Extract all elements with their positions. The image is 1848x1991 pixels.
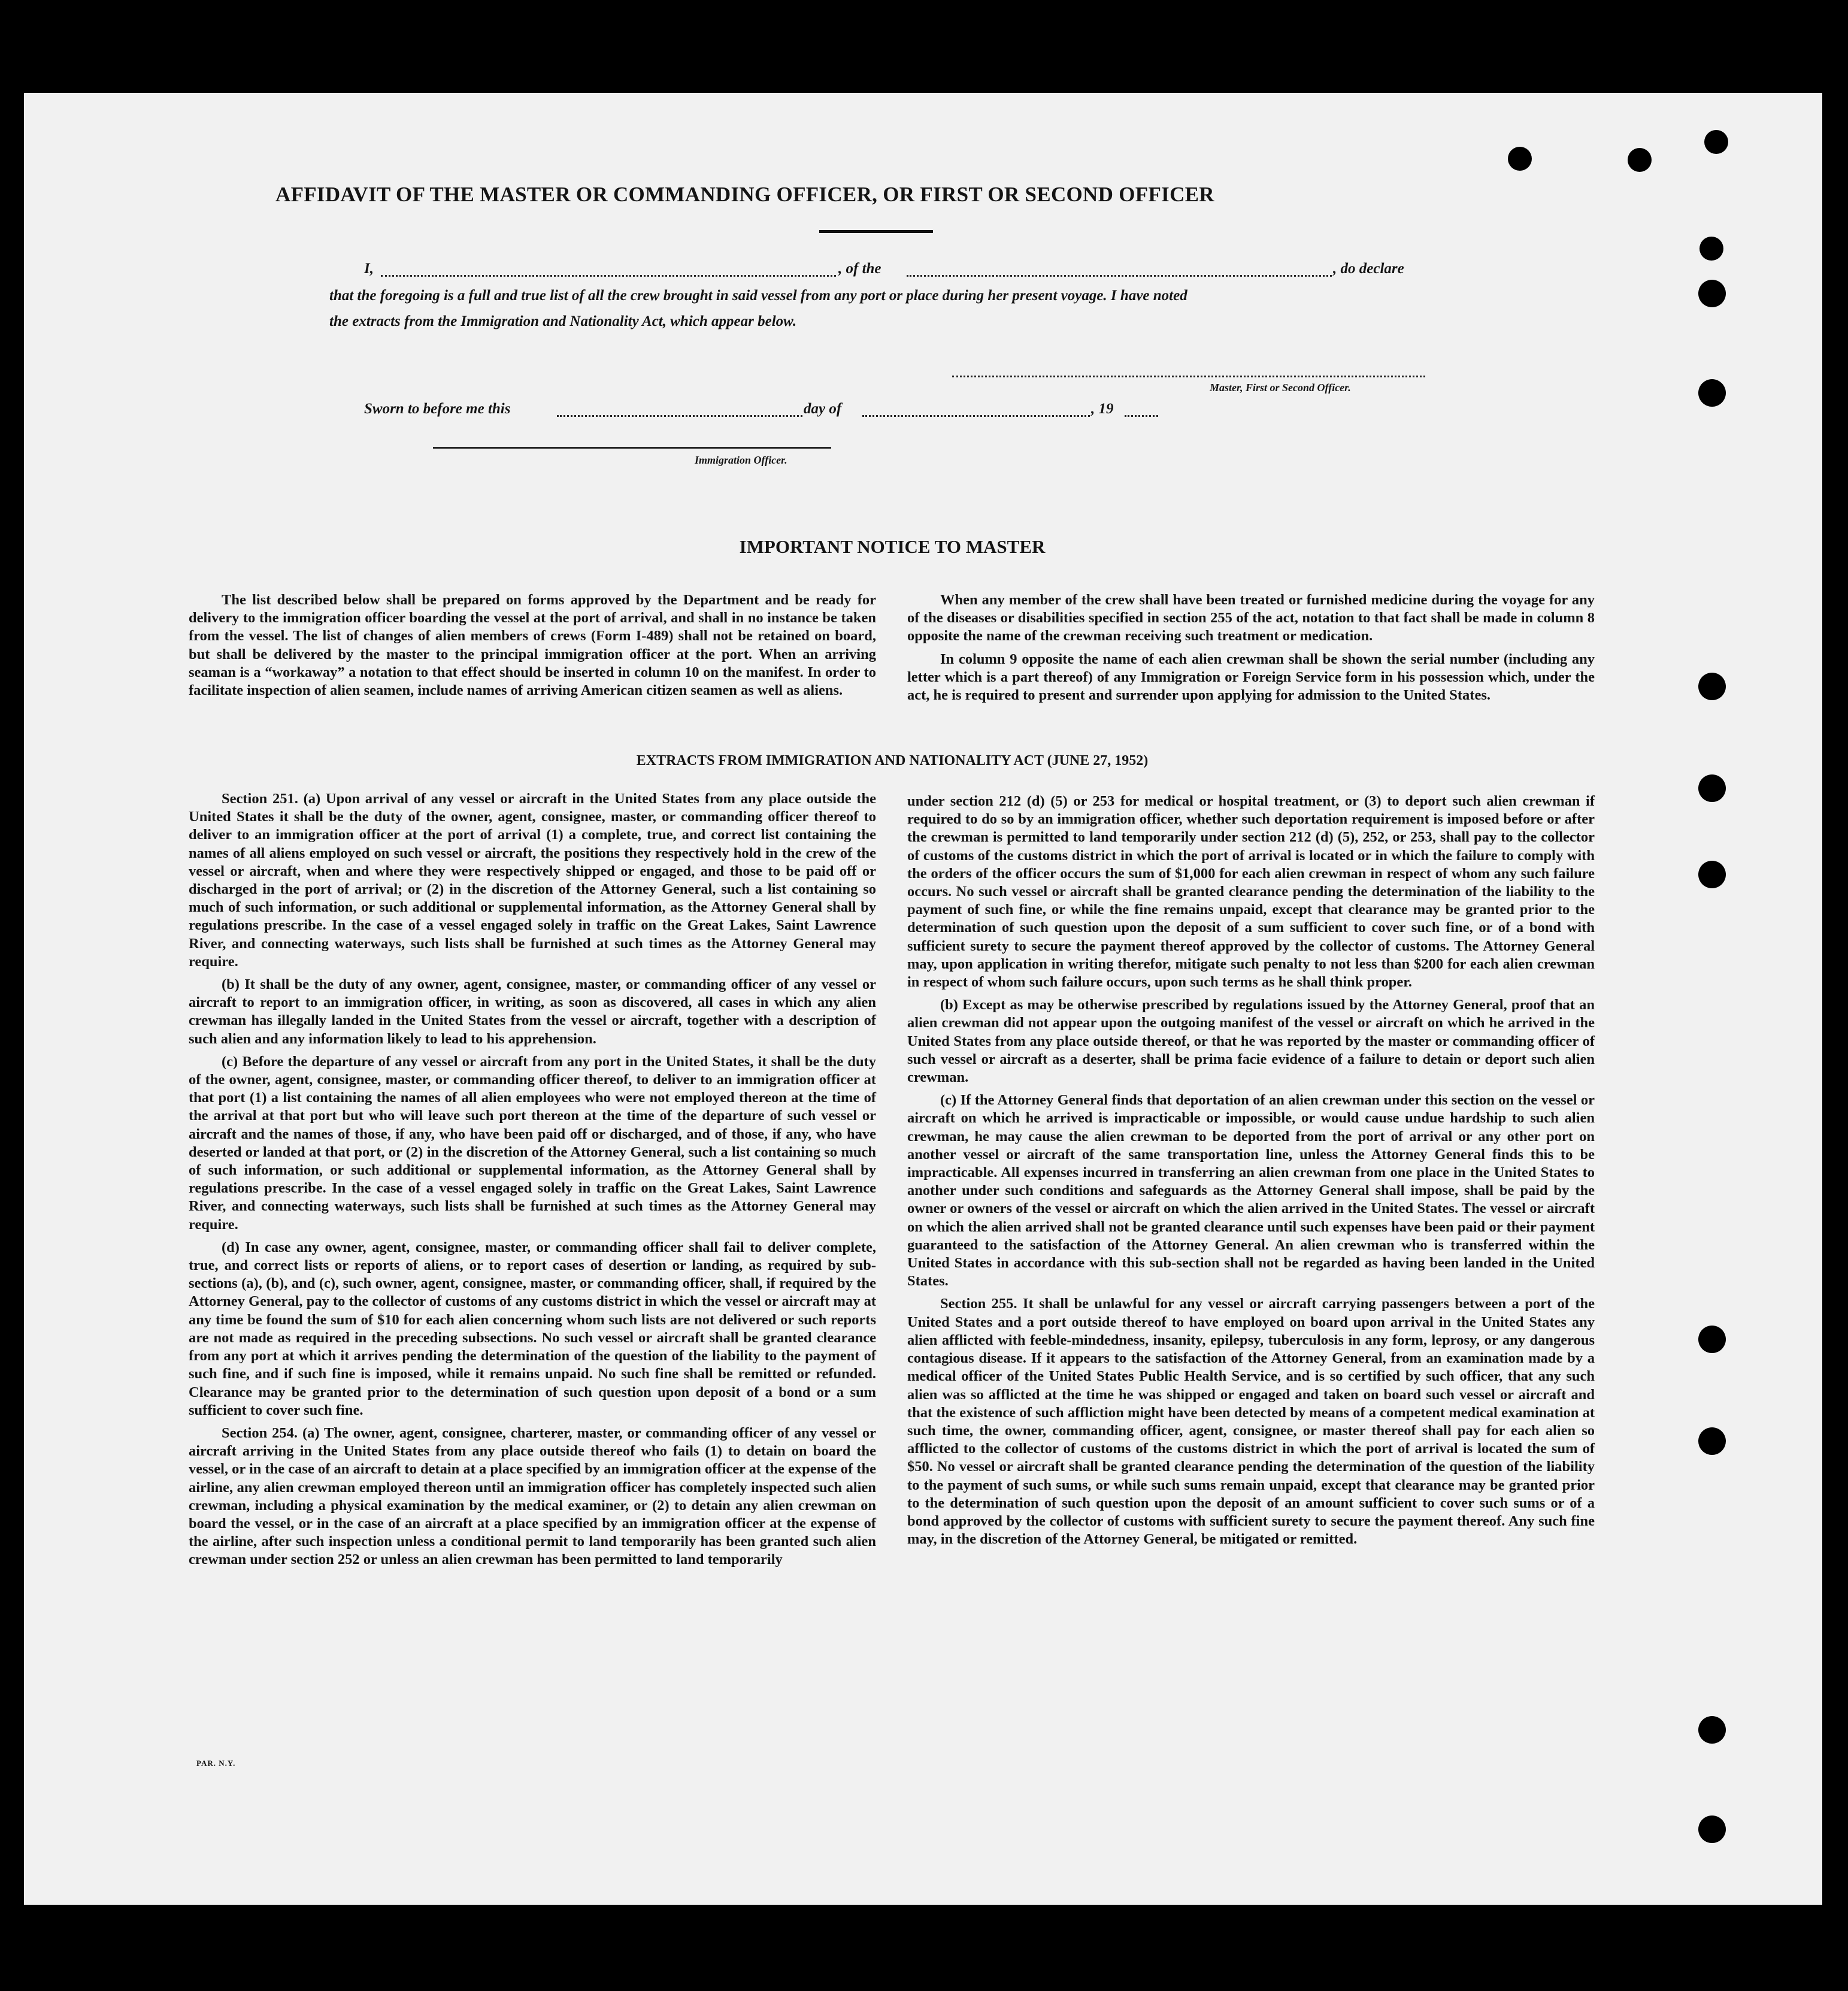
sworn-day-blank: [557, 415, 802, 417]
document-page: [24, 93, 1822, 1905]
section-254-b: (b) Except as may be otherwise prescribed by regulations issued by the Attorney General, proof that an alien crewman did not appear upon the outgoing manifest of the vessel or aircraft on which he arrived in the United States from any place outside thereof, or that he was reported by the master or commanding officer of such vessel or aircraft as a deserter, shall be prima facie evidence of a failure to detain or deport such alien crewman.: [907, 997, 1595, 1086]
punch-hole: [1698, 1815, 1726, 1843]
punch-hole: [1698, 1326, 1726, 1353]
notice-left-paragraph: The list described below shall be prepared on forms approved by the Department and be ready for delivery to the immigration officer boarding the vessel at the port of arrival, and shall in no instance be taken from the vessel. The list of changes of alien members of crews (Form I-489) shall not be retained on board, but shall be delivered by the master to the principal immigration officer at the port. When an arriving seaman is a “workaway” a notation to that effect should be inserted in column 10 on the manifest. In order to facilitate inspection of alien seamen, include names of arriving American citizen seamen as well as aliens.: [189, 592, 876, 699]
declaration-line-3: the extracts from the Immigration and Nationality Act, which appear below.: [329, 313, 797, 329]
punch-hole: [1704, 130, 1728, 154]
punch-hole: [1698, 1716, 1726, 1744]
section-251-c: (c) Before the departure of any vessel or aircraft from any port in the United States, it shall be the duty of the owner, agent, consignee, master, or commanding officer thereof, to deliver to an immigration officer at that port (1) a list containing the names of all alien employees who were not employed thereon at the time of the arrival at that port but who will leave such port thereon at the time of the departure of such vessel or aircraft and the names of those, if any, who have been paid off or discharged, and of those, if any, who have deserted or landed at that port, or (2) in the discretion of the Attorney General, such a list containing so much of such information, or such additional or supplemental information, as the Attorney General shall by regulations prescribe. In the case of a vessel engaged solely in traffic on the Great Lakes, Saint Lawrence River, and connecting waterways, such lists shall be furnished at such times as the Attorney General may require.: [189, 1053, 876, 1233]
day-of-label: day of: [804, 401, 842, 417]
punch-hole: [1698, 673, 1726, 700]
declaration-of-the-label: , of the: [838, 261, 881, 277]
notice-right-paragraph-2: In column 9 opposite the name of each alien crewman shall be shown the serial number (including any letter which is a part thereof) of any Immigration or Foreign Service form in his possession which, under the act, he is required to present and surrender upon applying for admission to the United States.: [907, 650, 1595, 704]
punch-hole: [1508, 147, 1532, 171]
section-254-a-continued: under section 212 (d) (5) or 253 for medical or hospital treatment, or (3) to deport such alien crewman if required to do so by an immigration officer, whether such deportation requirement is imposed before or after the crewman is permitted to land temporarily under section 212 (d) (5), 252, or 253, shall pay to the collector of customs of the customs district in which the port of arrival is located or in which the failure to comply with the orders of the officer occurs the sum of $1,000 for each alien crewman in respect of whom any such failure occurs. No such vessel or aircraft shall be granted clearance pending the determination of the liability to the payment of such fine, or while the fine remains unpaid, except that clearance may be granted prior to the determination of such question upon the deposit of a sum sufficient to cover such fine, or of a bond with sufficient surety to secure the payment thereof approved by the collector of customs. The Attorney General may, upon application in writing therefor, mitigate such penalty to not less than $200 for each alien crewman in respect of whom such failure occurs, upon such terms as he shall think proper.: [907, 793, 1595, 991]
sworn-label: Sworn to before me this: [364, 401, 511, 417]
printer-mark: PAR. N.Y.: [196, 1759, 236, 1768]
master-signature-label: Master, First or Second Officer.: [1210, 382, 1351, 394]
punch-hole: [1698, 1427, 1726, 1455]
section-251-a: Section 251. (a) Upon arrival of any vessel or aircraft in the United States from any place outside the United States it shall be the duty of the owner, agent, consignee, master, or commanding officer thereof to deliver to an immigration officer at the port of arrival (1) a complete, true, and correct list containing the names of all aliens employed on such vessel or aircraft, the positions they respectively hold in the crew of the vessel or aircraft, when and where they were respectively shipped or engaged, and those to be paid off or discharged in the port of arrival; or (2) in the discretion of the Attorney General, such a list containing so much of such information, or such additional or supplemental information, as the Attorney General shall by regulations prescribe. In the case of a vessel engaged solely in traffic on the Great Lakes, Saint Lawrence River, and connecting waterways, such lists shall be furnished at such times as the Attorney General may require.: [189, 791, 876, 970]
punch-hole: [1698, 280, 1726, 307]
declaration-i-label: I,: [364, 261, 374, 277]
master-signature-line: [952, 376, 1425, 377]
section-251-d: (d) In case any owner, agent, consignee, master, or commanding officer shall fail to deliver complete, true, and correct lists or reports of aliens, or to report cases of desertion or landing, as required by sub-sections (a), (b), and (c), such owner, agent, consignee, master, or commanding officer, shall, if required by the Attorney General, pay to the collector of customs of any customs district in which the vessel or aircraft may at any time be found the sum of $10 for each alien concerning whom such lists are not delivered or such reports are not made as required in the preceding subsections. No such vessel or aircraft shall be granted clearance from any port at which it arrives pending the determination of the question of the liability to the payment of such fine, and if such fine is imposed, while it remains unpaid. No such fine shall be remitted or refunded. Clearance may be granted prior to the determination of such question upon deposit of a bond or a sum sufficient to cover such fine.: [189, 1239, 876, 1418]
punch-hole: [1698, 774, 1726, 802]
extracts-right-column: [907, 792, 1595, 1553]
extracts-left-column: [189, 790, 876, 1574]
punch-hole: [1698, 379, 1726, 407]
vessel-blank: [907, 275, 1332, 277]
punch-hole: [1699, 237, 1723, 261]
section-255: Section 255. It shall be unlawful for any vessel or aircraft carrying passengers between a port of the United States and a port outside thereof to have employed on board upon arrival in the United States any alien afflicted with feeble-mindedness, insanity, epilepsy, tuberculosis in any form, leprosy, or any dangerous contagious disease. If it appears to the satisfaction of the Attorney General, from an examination made by a medical officer of the United States Public Health Service, and is so certified by such officer, that any such alien was so afflicted at the time he was shipped or engaged and taken on board such vessel or aircraft and that the existence of such affliction might have been detected by means of a competent medical examination at such time, the owner, commanding officer, agent, consignee, or master thereof shall pay for each alien so afflicted to the collector of customs of the customs district in which the port of arrival is located the sum of $50. No vessel or aircraft shall be granted clearance pending the determination of the question of the liability to the payment of such sums, or while such sums remain unpaid, except that clearance may be granted prior to the determination of such question upon the deposit of an amount sufficient to cover such sums or of a bond approved by the collector of customs with sufficient surety to secure the payment thereof. Any such fine may, in the discretion of the Attorney General, be mitigated or remitted.: [907, 1296, 1595, 1548]
immigration-officer-label: Immigration Officer.: [695, 454, 787, 466]
name-blank: [381, 275, 836, 277]
sworn-year-blank: [1125, 415, 1158, 417]
notice-left-column: [189, 591, 876, 704]
punch-hole: [1698, 861, 1726, 888]
section-254-c: (c) If the Attorney General finds that deportation of an alien crewman under this section on the vessel or aircraft on which he arrived is impracticable or impossible, or would cause undue hardship to such alien crewman, he may cause the alien crewman to be deported from the port of arrival or any other port on another vessel or aircraft of the same transportation line, unless the Attorney General finds this to be impracticable. All expenses incurred in transferring an alien crewman from one place in the United States to another under such conditions and safeguards as the Attorney General shall impose, shall be paid by the owner or owners of the vessel or aircraft on which the alien arrived in the United States. The vessel or aircraft on which the alien arrived shall not be granted clearance until such expenses have been paid or their payment guaranteed to the satisfaction of the Attorney General. An alien crewman who is transferred within the United States in accordance with this sub-section shall not be regarded as having been landed in the United States.: [907, 1092, 1595, 1290]
sworn-month-blank: [862, 415, 1090, 417]
extracts-title: EXTRACTS FROM IMMIGRATION AND NATIONALITY ACT (JUNE 27, 1952): [636, 753, 1149, 768]
section-251-b: (b) It shall be the duty of any owner, agent, consignee, master, or commanding officer of any vessel or aircraft to report to an immigration officer, in writing, as soon as discovered, all cases in which any alien crewman has illegally landed in the United States from the vessel or aircraft, together with a description of such alien and any information likely to lead to his apprehension.: [189, 976, 876, 1047]
punch-hole: [1628, 148, 1652, 172]
notice-right-column: [907, 591, 1595, 709]
title-underline: [819, 230, 933, 233]
declaration-line-2: that the foregoing is a full and true list of all the crew brought in said vessel from any port or place during her present voyage. I have noted: [329, 288, 1187, 304]
notice-title: IMPORTANT NOTICE TO MASTER: [739, 536, 1046, 557]
immigration-officer-signature-line: [433, 447, 831, 449]
declaration-do-declare-label: , do declare: [1333, 261, 1404, 277]
affidavit-title: AFFIDAVIT OF THE MASTER OR COMMANDING OFFICER, OR FIRST OR SECOND OFFICER: [275, 183, 1214, 206]
year-label: , 19: [1091, 401, 1114, 417]
notice-right-paragraph-1: When any member of the crew shall have been treated or furnished medicine during the voyage for any of the diseases or disabilities specified in section 255 of the act, notation to that fact shall be made in column 8 opposite the name of the crewman receiving such treatment or medication.: [907, 592, 1595, 644]
section-254-a: Section 254. (a) The owner, agent, consignee, charterer, master, or commanding officer of any vessel or aircraft arriving in the United States from any place outside thereof who fails (1) to detain on board the vessel, or in the case of an aircraft to detain at a place specified by an immigration officer at the expense of the airline, any alien crewman employed thereon until an immigration officer has completely inspected such alien crewman, including a physical examination by the medical examiner, or (2) to detain any alien crewman on board the vessel, or in the case of an aircraft at a place specified by an immigration officer at the expense of the airline, after such inspection unless a conditional permit to land temporarily has been granted such alien crewman under section 252 or unless an alien crewman has been permitted to land temporarily: [189, 1424, 876, 1568]
